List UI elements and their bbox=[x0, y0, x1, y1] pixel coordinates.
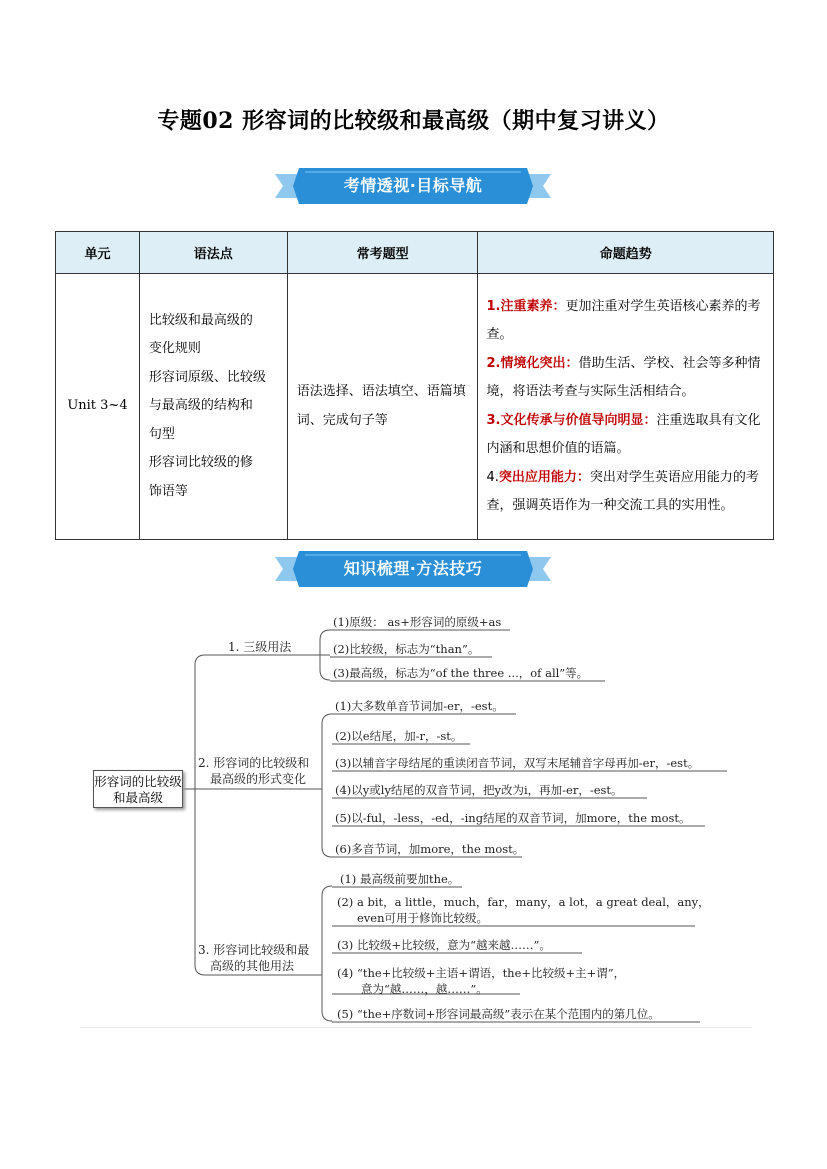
trend-item: 1.注重素养：更加注重对学生英语核心素养的考查。 bbox=[486, 298, 761, 342]
trend-item: 4.突出应用能力：突出对学生英语应用能力的考查，强调英语作为一种交流工具的实用性。 bbox=[486, 469, 759, 513]
trend-item: 3.文化传承与价值导向明显：注重选取具有文化内涵和思想价值的语篇。 bbox=[486, 412, 761, 456]
branch-1-item: (3)最高级，标志为“of the three ...，of all”等。 bbox=[333, 666, 589, 680]
page-title: 专题02 形容词的比较级和最高级（期中复习讲义） bbox=[157, 108, 670, 134]
branch-2-item: (1)大多数单音节词加-er，-est。 bbox=[335, 699, 504, 713]
banner-title: 知识梳理·方法技巧 bbox=[343, 559, 483, 578]
header-grammar: 语法点 bbox=[139, 232, 287, 274]
header-question-type: 常考题型 bbox=[287, 232, 478, 274]
branch-2-item: (3)以辅音字母结尾的重读闭音节词，双写末尾辅音字母再加-er，-est。 bbox=[335, 756, 700, 770]
grammar-line: 形容词原级、比较级 bbox=[148, 369, 266, 385]
branch-3-item: (4) “the+比较级+主语+谓语，the+比较级+主+谓”， bbox=[337, 966, 626, 980]
branch-3-item: even可用于修饰比较级。 bbox=[357, 911, 489, 925]
branch-3-item: (3) 比较级+比较级，意为“越来越……”。 bbox=[337, 938, 551, 952]
cell-unit: Unit 3~4 bbox=[56, 274, 140, 540]
branch-2-item: (5)以-ful，-less，-ed，-ing结尾的双音节词，加more，the most。 bbox=[335, 811, 691, 825]
mindmap-root: 形容词的比较级和最高级 bbox=[93, 770, 183, 808]
grammar-line: 与最高级的结构和 bbox=[148, 398, 253, 414]
branch-2-label-line: 最高级的形式变化 bbox=[210, 772, 307, 786]
branch-3-item: 意为“越……，越……”。 bbox=[361, 982, 488, 996]
grammar-line: 变化规则 bbox=[148, 341, 201, 357]
grammar-line: 形容词比较级的修 bbox=[148, 455, 253, 471]
grammar-line: 饰语等 bbox=[148, 483, 188, 499]
branch-3-label-line: 3. 形容词比较级和最 bbox=[198, 943, 310, 957]
branch-2-label-line: 2. 形容词的比较级和 bbox=[198, 756, 310, 770]
grammar-line: 句型 bbox=[148, 426, 175, 442]
branch-1-item: (1)原级： as+形容词的原级+as bbox=[333, 615, 502, 629]
cell-question-type: 语法选择、语法填空、语篇填词、完成句子等 bbox=[287, 274, 478, 540]
branch-2-item: (6)多音节词，加more，the most。 bbox=[335, 842, 525, 856]
trend-item: 2.情境化突出：借助生活、学校、社会等多种情境，将语法考查与实际生活相结合。 bbox=[486, 355, 761, 399]
grammar-line: 比较级和最高级的 bbox=[148, 312, 253, 328]
branch-3-label-line: 高级的其他用法 bbox=[210, 959, 295, 973]
branch-3-item: (5) “the+序数词+形容词最高级”表示在某个范围内的第几位。 bbox=[337, 1007, 660, 1021]
header-trend: 命题趋势 bbox=[478, 232, 774, 274]
branch-3-item: (2) a bit，a little，much，far，many，a lot，a great deal，any， bbox=[337, 895, 710, 909]
branch-1-item: (2)比较级，标志为“than”。 bbox=[333, 642, 480, 656]
branch-2-item: (2)以e结尾，加-r，-st。 bbox=[335, 729, 463, 743]
mindmap-bottom-edge bbox=[80, 1027, 752, 1028]
header-unit: 单元 bbox=[56, 232, 140, 274]
branch-1-label: 1. 三级用法 bbox=[228, 640, 292, 654]
branch-2-item: (4)以y或ly结尾的双音节词，把y改为i，再加-er，-est。 bbox=[335, 783, 623, 797]
banner-title: 考情透视·目标导航 bbox=[343, 176, 483, 195]
branch-3-item: (1) 最高级前要加the。 bbox=[340, 872, 460, 886]
